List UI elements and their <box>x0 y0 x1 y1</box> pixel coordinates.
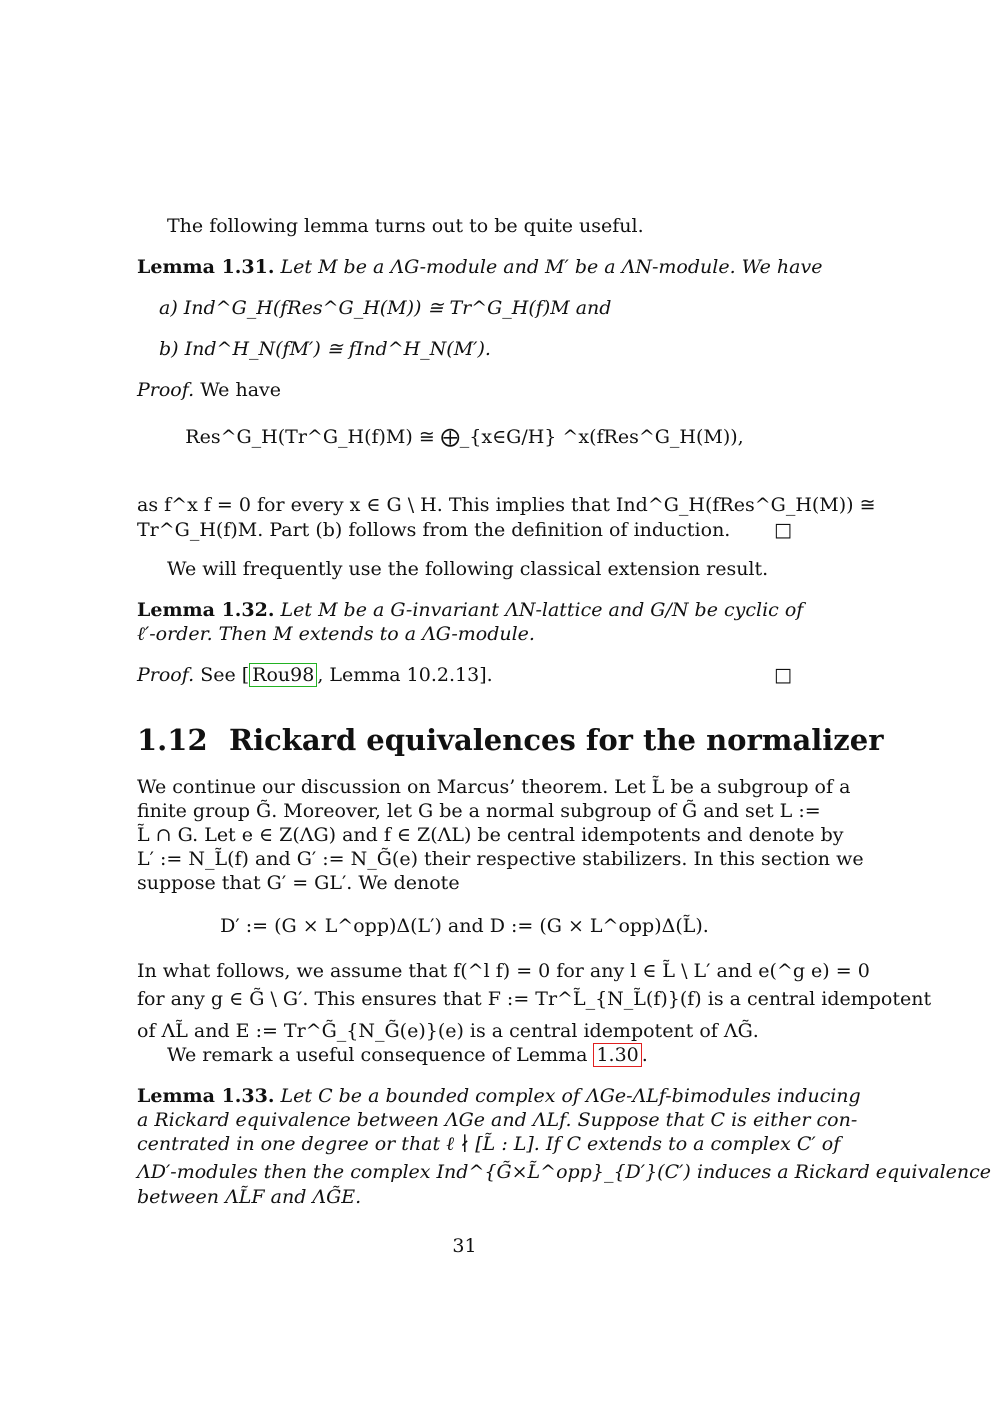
lemma-statement: a Rickard equivalence between ΛGe and ΛLf. Suppose that C is either con- <box>137 1109 858 1131</box>
lemma-statement: Let M be a G-invariant ΛN-lattice and G/N be cyclic of <box>280 599 804 621</box>
proof-1-32 <box>137 663 792 687</box>
lemma-1-32 <box>137 598 804 622</box>
proof-text: See [ <box>200 664 250 686</box>
qed-icon: □ <box>774 664 792 686</box>
lemma-statement: between ΛL̃F and ΛG̃E. <box>137 1186 362 1208</box>
section-paragraph-line: We continue our discussion on Marcus’ theorem. Let L̃ be a subgroup of a <box>137 776 851 798</box>
proof-1-31-intro <box>137 378 792 402</box>
proof-text: Tr^G_H(f)M. Part (b) follows from the definition of induction. <box>137 519 731 541</box>
paragraph: We will frequently use the following classical extension result. <box>167 558 769 580</box>
section-title: Rickard equivalences for the normalizer <box>229 723 884 757</box>
lemma-statement: Let M be a ΛG-module and M′ be a ΛN-module. We have <box>280 256 823 278</box>
citation-link[interactable]: Rou98 <box>249 663 317 687</box>
remark-text: . <box>641 1044 648 1066</box>
proof-line: as f^x f = 0 for every x ∈ G \ H. This implies that Ind^G_H(fRes^G_H(M)) ≅ <box>137 494 876 516</box>
lemma-label: Lemma 1.33. <box>137 1085 275 1107</box>
lemma-label: Lemma 1.32. <box>137 599 275 621</box>
lemma-statement: Let C be a bounded complex of ΛGe-ΛLf-bimodules inducing <box>280 1085 861 1107</box>
paragraph-line: for any g ∈ G̃ \ G′. This ensures that F := Tr^L̃_{N_L̃(f)}(f) is a central idempotent <box>137 988 932 1010</box>
section-paragraph-line: L̃ ∩ G. Let e ∈ Z(ΛG) and f ∈ Z(ΛL) be central idempotents and denote by <box>137 824 844 846</box>
lemma-item-a: a) Ind^G_H(fRes^G_H(M)) ≅ Tr^G_H(f)M and <box>159 297 612 319</box>
proof-line <box>137 518 792 542</box>
section-paragraph-line: finite group G̃. Moreover, let G be a normal subgroup of G̃ and set L := <box>137 800 821 822</box>
section-number: 1.12 <box>137 723 208 757</box>
section-heading <box>137 722 884 758</box>
paragraph-line: of ΛL̃ and E := Tr^G̃_{N_G̃(e)}(e) is a central idempotent of ΛG̃. <box>137 1020 759 1042</box>
display-equation: D′ := (G × L^opp)Δ(L′) and D := (G × L^opp)Δ(L̃). <box>220 915 709 937</box>
intro-paragraph: The following lemma turns out to be quite useful. <box>167 215 644 237</box>
display-equation: Res^G_H(Tr^G_H(f)M) ≅ ⨁_{x∈G/H} ^x(fRes^G_H(M)), <box>185 426 744 448</box>
lemma-1-31 <box>137 255 823 279</box>
section-paragraph-line: L′ := N_L̃(f) and G′ := N_G̃(e) their respective stabilizers. In this section we <box>137 848 864 870</box>
remark-line <box>137 1043 822 1067</box>
lemma-reference-link[interactable]: 1.30 <box>593 1043 641 1067</box>
proof-label: Proof. <box>137 379 195 401</box>
proof-label: Proof. <box>137 664 195 686</box>
lemma-label: Lemma 1.31. <box>137 256 275 278</box>
section-paragraph-line: suppose that G′ = GL′. We denote <box>137 872 460 894</box>
lemma-statement: centrated in one degree or that ℓ ∤ [L̃ : L]. If C extends to a complex C′ of <box>137 1133 841 1155</box>
proof-text: We have <box>200 379 281 401</box>
paragraph-line: In what follows, we assume that f(^l f) = 0 for any l ∈ L̃ \ L′ and e(^g e) = 0 <box>137 960 870 982</box>
remark-text: We remark a useful consequence of Lemma <box>167 1044 594 1066</box>
lemma-statement: ℓ′-order. Then M extends to a ΛG-module. <box>137 623 535 645</box>
qed-icon: □ <box>774 519 792 541</box>
lemma-1-33 <box>137 1084 861 1108</box>
lemma-item-b: b) Ind^H_N(fM′) ≅ fInd^H_N(M′). <box>159 338 491 360</box>
page-number: 31 <box>452 1235 477 1257</box>
lemma-statement: ΛD′-modules then the complex Ind^{G̃×L̃^opp}_{D′}(C′) induces a Rickard equivalence <box>137 1161 992 1183</box>
proof-text: , Lemma 10.2.13]. <box>317 664 493 686</box>
